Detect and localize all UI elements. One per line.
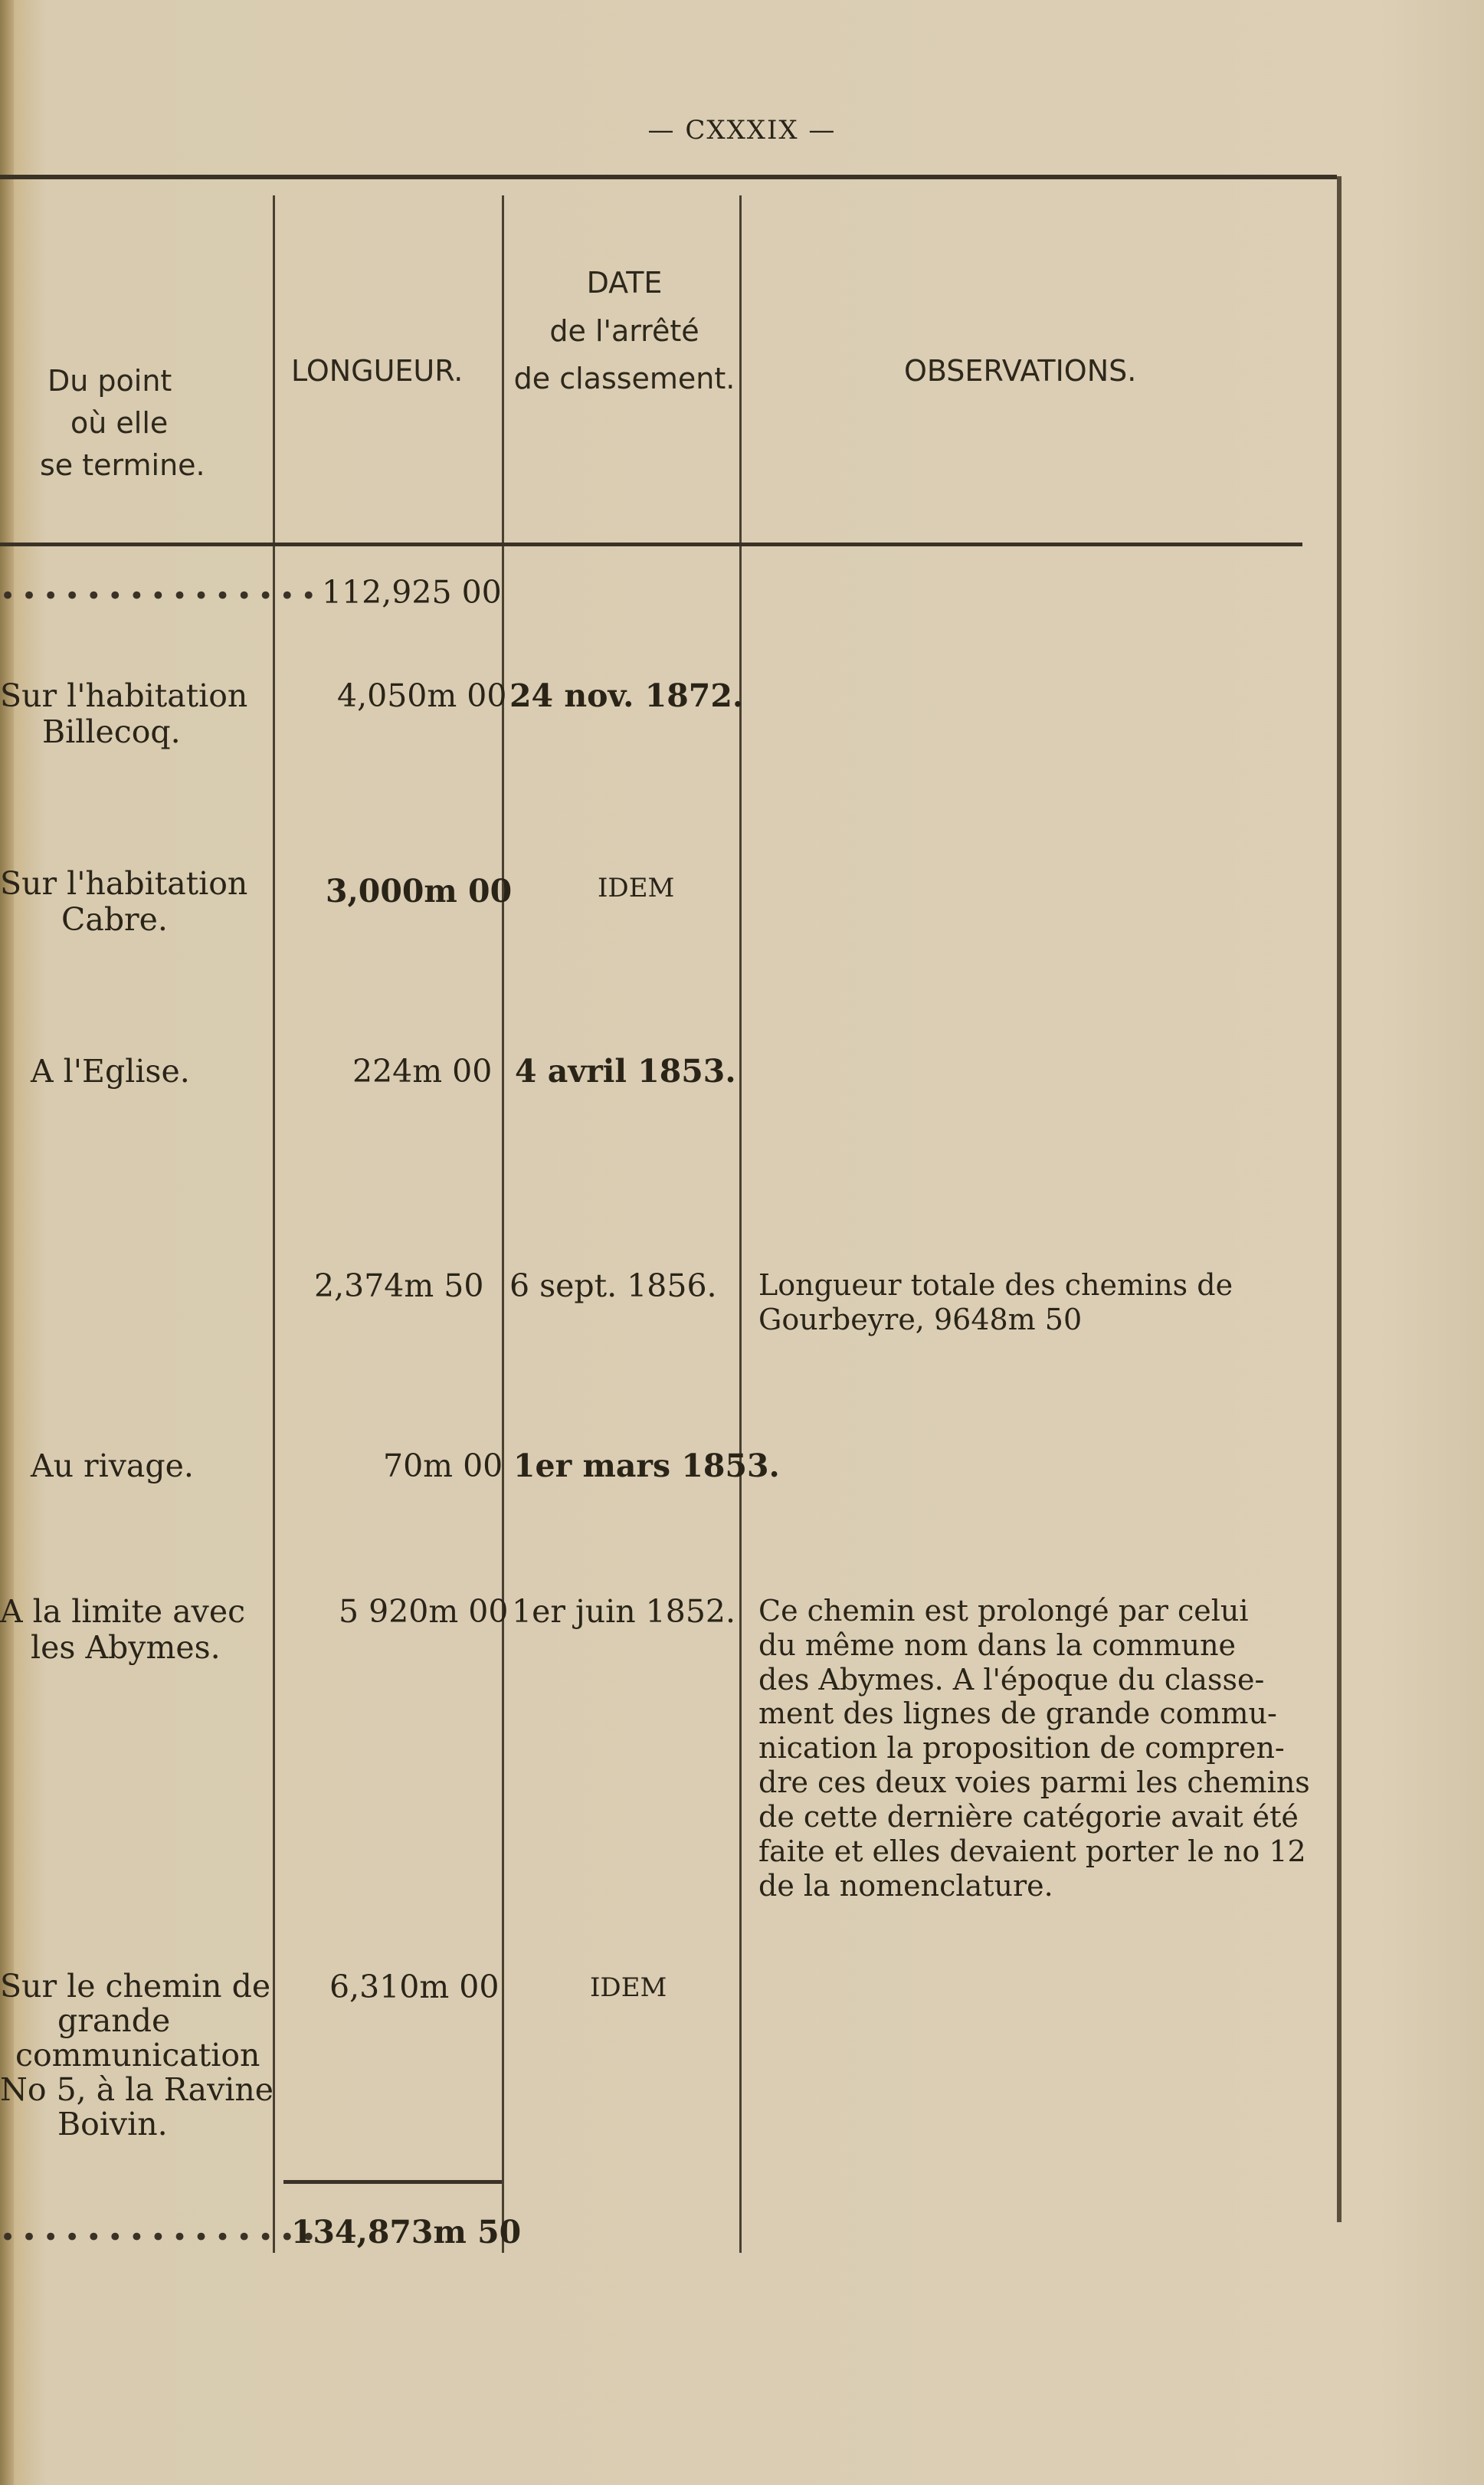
row7-end-line3: communication xyxy=(15,2037,260,2074)
row6-length: 5 920m 00 xyxy=(339,1593,509,1630)
column-divider-2 xyxy=(502,195,504,2253)
row2-date: IDEM xyxy=(598,873,675,903)
row7-date: IDEM xyxy=(590,1972,667,2003)
row7-end-point xyxy=(0,1969,274,2142)
row7-end-line5: Boivin. xyxy=(57,2106,168,2143)
header-col1-line2: où elle xyxy=(70,406,169,441)
row1-date: 24 nov. 1872. xyxy=(509,677,744,714)
header-col1 xyxy=(40,360,205,487)
row1-end-line2: Billecoq. xyxy=(42,713,181,751)
header-col3-line2: de l'arrêté xyxy=(549,313,699,348)
right-border xyxy=(1337,176,1341,2222)
row3-end-line1: A l'Eglise. xyxy=(31,1053,190,1090)
row2-length: 3,000m 00 xyxy=(326,873,513,910)
top-rule xyxy=(0,175,1337,179)
carry-forward-leader: ••••••••••••••• xyxy=(0,581,323,611)
row1-end-point xyxy=(0,678,247,750)
row1-end-line1: Sur l'habitation xyxy=(0,677,248,714)
header-col1-line1: Du point xyxy=(48,364,172,398)
header-col3 xyxy=(509,259,739,403)
column-divider-1 xyxy=(273,195,275,2253)
row4-length: 2,374m 50 xyxy=(314,1267,484,1304)
row5-length: 70m 00 xyxy=(383,1447,503,1484)
row3-date: 4 avril 1853. xyxy=(515,1053,736,1090)
page-number-header: — CXXXIX — xyxy=(647,115,837,146)
row6-end-line1: A la limite avec xyxy=(0,1593,246,1630)
total-length: 134,873m 50 xyxy=(291,2214,522,2251)
row1-length: 4,050m 00 xyxy=(337,677,507,714)
row7-length: 6,310m 00 xyxy=(329,1969,500,2005)
page-number: CXXXIX xyxy=(685,115,799,146)
row6-end-point xyxy=(0,1594,245,1666)
row5-end-line1: Au rivage. xyxy=(31,1447,194,1484)
total-leader: ••••••••••••••• xyxy=(0,2222,323,2253)
row4-date: 6 sept. 1856. xyxy=(509,1267,717,1304)
row5-end-point xyxy=(31,1448,194,1484)
header-col3-line1: DATE xyxy=(586,266,663,300)
header-col2: LONGUEUR. xyxy=(291,354,464,388)
row6-end-line2: les Abymes. xyxy=(31,1629,221,1667)
row2-end-line2: Cabre. xyxy=(61,901,168,939)
carry-forward-length: 112,925 00 xyxy=(322,574,502,611)
header-col3-line3: de classement. xyxy=(513,362,735,396)
total-rule xyxy=(283,2180,502,2184)
row6-observations: Ce chemin est prolongé par celui du même nom dans la commune des Abymes. A l'époque du classe- ment des lignes de grande commu- nication la proposition de compren- dre ces deux voies parmi les chemins de cette dernière catégorie avait été faite et elles devaient porter le no 12 de la nomenclature. xyxy=(758,1594,1310,1903)
row2-end-point xyxy=(0,866,247,938)
row3-end-point xyxy=(31,1054,190,1090)
row7-end-line2: grande xyxy=(57,2002,171,2040)
row6-date: 1er juin 1852. xyxy=(512,1593,736,1630)
row7-end-line4: No 5, à la Ravine xyxy=(0,2071,274,2109)
header-col4: OBSERVATIONS. xyxy=(904,354,1137,388)
row5-date: 1er mars 1853. xyxy=(513,1447,780,1484)
row3-length: 224m 00 xyxy=(352,1053,493,1090)
row2-end-line1: Sur l'habitation xyxy=(0,865,248,902)
row4-observations: Longueur totale des chemins de Gourbeyre, 9648m 50 xyxy=(758,1268,1233,1336)
row7-end-line1: Sur le chemin de xyxy=(0,1968,271,2005)
column-divider-3 xyxy=(739,195,742,2253)
header-rule xyxy=(0,543,1302,546)
header-col1-line3: se termine. xyxy=(40,448,205,483)
